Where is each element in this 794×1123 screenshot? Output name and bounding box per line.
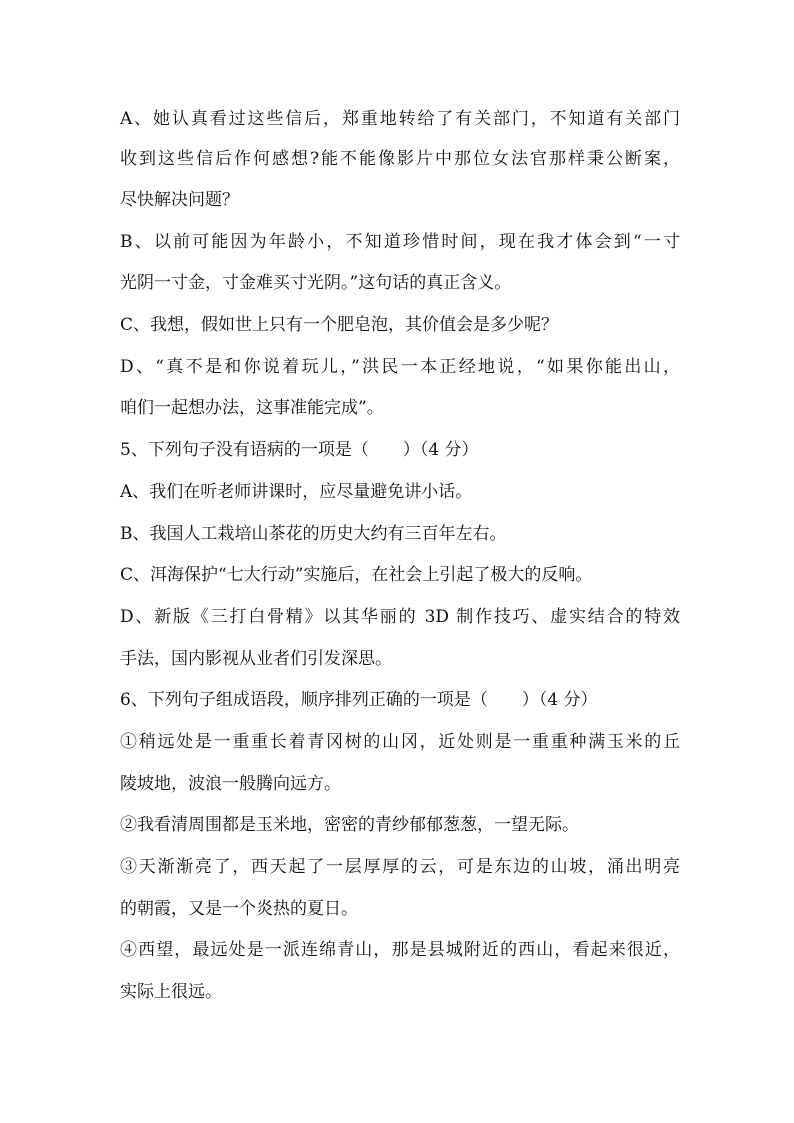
text-line: 尽快解决问题？ xyxy=(120,190,239,210)
q5-option-c: C、洱海保护“七大行动”实施后，在社会上引起了极大的反响。 xyxy=(120,565,593,585)
text-line: 陵坡地，波浪一般腾向远方。 xyxy=(120,774,341,794)
text-line: D、新版《三打白骨精》以其华丽的 3D 制作技巧、虚实结合的特效 xyxy=(120,607,680,627)
text-line: ②我看清周围都是玉米地，密密的青纱郁郁葱葱，一望无际。 xyxy=(120,815,579,835)
text-line: ①稍远处是一重重长着青冈树的山冈，近处则是一重重种满玉米的丘 xyxy=(120,732,680,752)
text-line: 光阴一寸金，寸金难买寸光阴。”这句话的真正含义。 xyxy=(120,273,512,293)
text-line: 收到这些信后作何感想?能不能像影片中那位女法官那样秉公断案， xyxy=(120,149,680,169)
q5-option-b: B、我国人工栽培山茶花的历史大约有三百年左右。 xyxy=(120,524,507,544)
text-line: D、“真不是和你说着玩儿，”洪民一本正经地说，“如果你能出山， xyxy=(120,357,680,377)
text-line: B、以前可能因为年龄小，不知道珍惜时间，现在我才体会到“一寸 xyxy=(120,232,680,252)
text-line: 咱们一起想办法，这事准能完成”。 xyxy=(120,398,384,418)
question-stem: 5、下列句子没有语病的一项是（ ）（4 分） xyxy=(120,440,479,460)
text-line: C、我想，假如世上只有一个肥皂泡，其价值会是多少呢？ xyxy=(120,315,559,335)
q5-option-a: A、我们在听老师讲课时，应尽量避免讲小话。 xyxy=(120,482,473,502)
question-stem: 6、下列句子组成语段，顺序排列正确的一项是（ ）（4 分） xyxy=(120,690,598,710)
text-line: 实际上很远。 xyxy=(120,982,222,1002)
text-line: ③天渐渐亮了，西天起了一层厚厚的云，可是东边的山坡，涌出明亮 xyxy=(120,857,680,877)
text-line: A、她认真看过这些信后，郑重地转给了有关部门，不知道有关部门 xyxy=(120,109,680,129)
text-line: 的朝霞，又是一个炎热的夏日。 xyxy=(120,899,358,919)
text-line: 手法，国内影视从业者们引发深思。 xyxy=(120,649,392,669)
text-line: ④西望，最远处是一派连绵青山，那是县城附近的西山，看起来很近， xyxy=(120,940,680,960)
